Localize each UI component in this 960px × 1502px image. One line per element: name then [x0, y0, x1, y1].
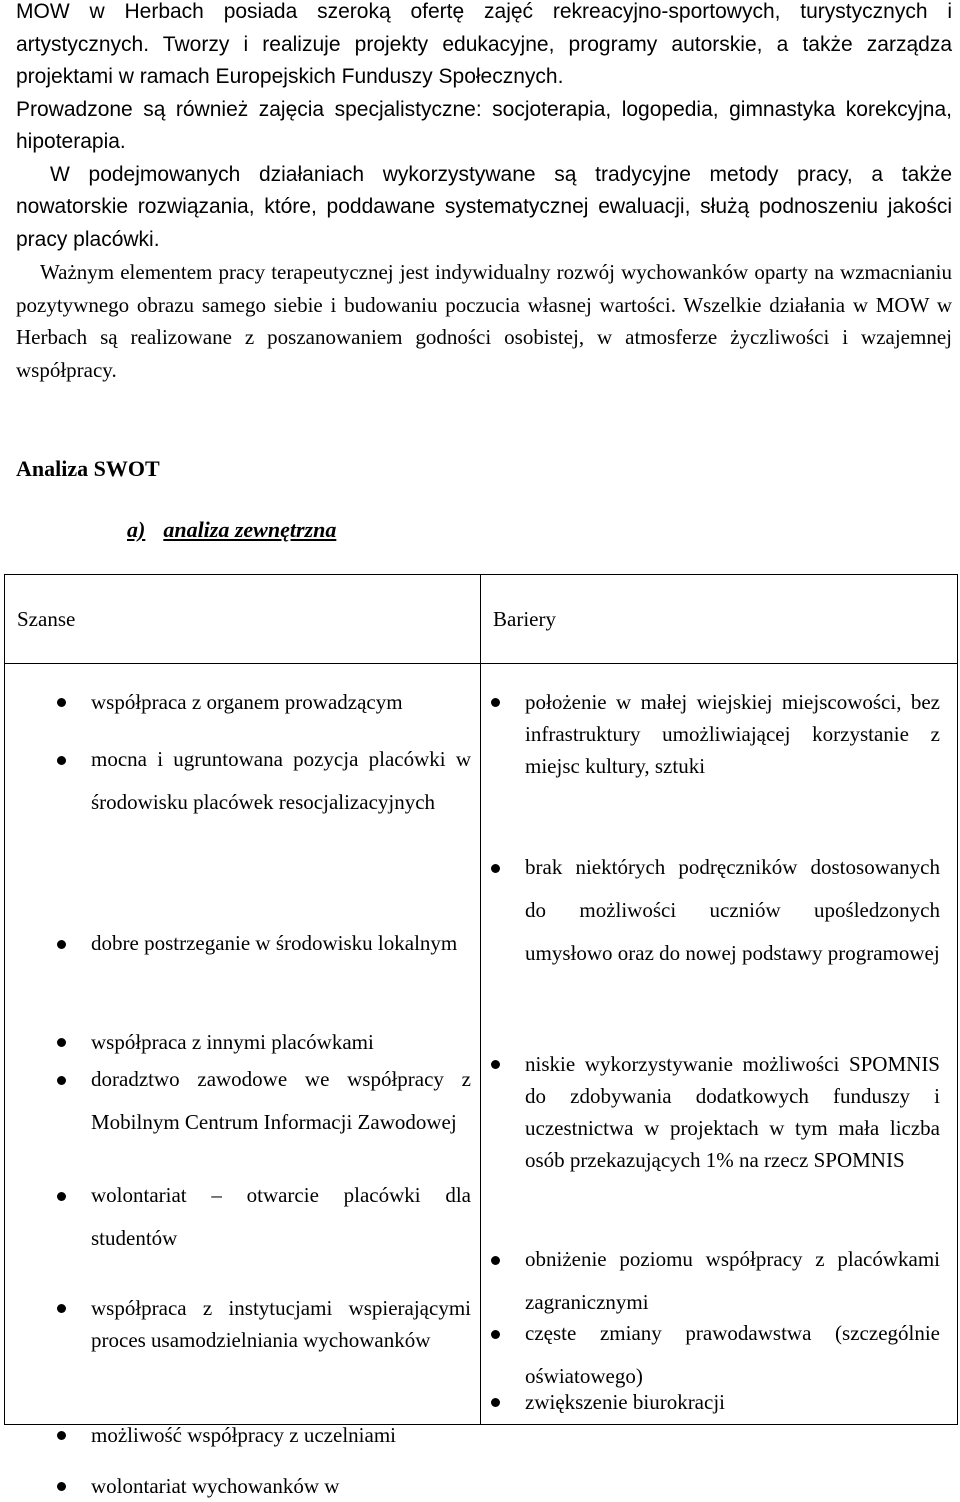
- bullet-icon: [57, 1192, 66, 1201]
- swot-heading: Analiza SWOT: [16, 456, 160, 481]
- list-item: wolontariat – otwarcie placówki dla studentów: [91, 1174, 471, 1260]
- bullet-icon: [57, 1304, 66, 1313]
- list-item: współpraca z innymi placówkami: [91, 1026, 471, 1058]
- intro-paragraph-therapy: Ważnym elementem pracy terapeutycznej jest indywidualny rozwój wychowanków oparty na wzmacnianiu pozytywnego obrazu samego siebie i budowaniu poczucia własnej wartości. Wszelkie działania w MOW w Herbach są realizowane z poszanowaniem godności osobistej, w atmosferze życzliwości i wzajemnej współpracy.: [16, 260, 952, 382]
- list-item: wolontariat wychowanków w: [91, 1470, 471, 1502]
- intro-text: [16, 0, 952, 386]
- bariery-cell: [481, 664, 958, 1425]
- subheading-text: analiza zewnętrzna: [163, 517, 337, 542]
- swot-subheading: [127, 517, 336, 543]
- list-item: obniżenie poziomu współpracy z placówkami zagranicznymi: [525, 1238, 940, 1324]
- list-item: zwiększenie biurokracji: [525, 1386, 940, 1418]
- list-item: możliwość współpracy z uczelniami: [91, 1419, 471, 1451]
- bullet-icon: [491, 698, 500, 707]
- list-item: częste zmiany prawodawstwa (szczególnie oświatowego): [525, 1312, 940, 1398]
- list-item: współpraca z instytucjami wspierającymi proces usamodzielniania wychowanków: [91, 1292, 471, 1356]
- bullet-icon: [57, 1038, 66, 1047]
- bullet-icon: [491, 1060, 500, 1069]
- bullet-icon: [491, 1398, 500, 1407]
- bullet-icon: [57, 698, 66, 707]
- column-header-szanse: Szanse: [5, 575, 481, 664]
- list-item: położenie w małej wiejskiej miejscowości, bez infrastruktury umożliwiającej korzystanie z miejsc kultury, sztuki: [525, 686, 940, 782]
- column-header-bariery: Bariery: [481, 575, 958, 664]
- list-item: współpraca z organem prowadzącym: [91, 686, 471, 718]
- bullet-icon: [57, 940, 66, 949]
- subheading-label: a): [127, 517, 146, 542]
- intro-paragraph-methods: W podejmowanych działaniach wykorzystywane są tradycyjne metody pracy, a także nowatorskie rozwiązania, które, poddawane systematycznej ewaluacji, służą podnoszeniu jakości pracy placówki.: [16, 162, 952, 251]
- bullet-icon: [491, 1330, 500, 1339]
- list-item: brak niektórych podręczników dostosowanych do możliwości uczniów upośledzonych umysłowo oraz do nowej podstawy programowej: [525, 846, 940, 975]
- bullet-icon: [57, 756, 66, 765]
- list-item: doradztwo zawodowe we współpracy z Mobilnym Centrum Informacji Zawodowej: [91, 1058, 471, 1144]
- intro-paragraph-specialist: Prowadzone są również zajęcia specjalistyczne: socjoterapia, logopedia, gimnastyka korekcyjna, hipoterapia.: [16, 97, 952, 153]
- list-item: mocna i ugruntowana pozycja placówki w środowisku placówek resocjalizacyjnych: [91, 738, 471, 824]
- bullet-icon: [57, 1431, 66, 1440]
- list-item: niskie wykorzystywanie możliwości SPOMNIS do zdobywania dodatkowych funduszy i uczestnictwa w projektach w tym mała liczba osób przekazujących 1% na rzecz SPOMNIS: [525, 1048, 940, 1176]
- bullet-icon: [491, 1256, 500, 1265]
- list-item: dobre postrzeganie w środowisku lokalnym: [91, 922, 471, 965]
- bullet-icon: [57, 1482, 66, 1491]
- bullet-icon: [491, 864, 500, 873]
- swot-table: [4, 574, 958, 1498]
- intro-paragraph-offer: MOW w Herbach posiada szeroką ofertę zajęć rekreacyjno-sportowych, turystycznych i artystycznych. Tworzy i realizuje projekty edukacyjne, programy autorskie, a także zarządza projektami w ramach Europejskich Funduszy Społecznych.: [16, 0, 952, 88]
- szanse-cell: [5, 664, 481, 1498]
- bullet-icon: [57, 1076, 66, 1085]
